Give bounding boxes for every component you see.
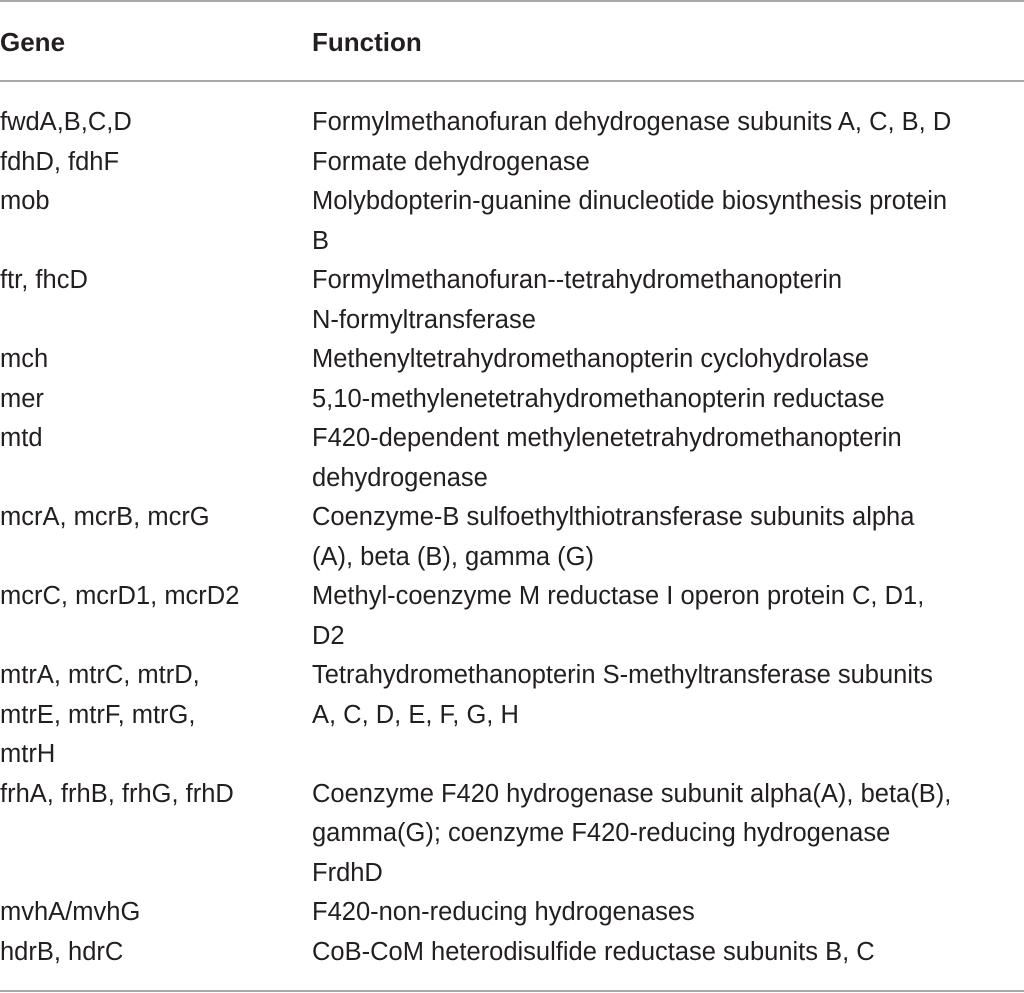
gene-cell [0, 775, 312, 894]
gene-cell-line: fdhD, fdhF [0, 147, 120, 176]
gene-cell-line: mob [0, 187, 50, 215]
function-cell-line: Formate dehydrogenase [312, 147, 590, 176]
table-row [0, 498, 1024, 577]
gene-cell [0, 656, 312, 775]
function-cell [312, 182, 1024, 261]
function-cell-line: Formylmethanofuran--tetrahydromethanopterin [312, 266, 843, 294]
table-row [0, 261, 1024, 340]
function-cell [312, 933, 1024, 973]
function-cell-line: N-formyltransferase [312, 305, 536, 334]
function-cell [312, 893, 1024, 933]
function-cell [312, 380, 1024, 420]
function-cell-line: Methyl-coenzyme M reductase I operon protein C, D1, [312, 582, 925, 610]
function-cell [312, 419, 1024, 498]
function-cell [312, 498, 1024, 577]
table-bottom-rule [0, 990, 1024, 992]
gene-cell-line: frhA, frhB, frhG, frhD [0, 779, 234, 808]
gene-cell [0, 182, 312, 261]
function-cell-line: dehydrogenase [312, 463, 488, 492]
table-row [0, 893, 1024, 933]
function-cell-line: Coenzyme F420 hydrogenase subunit alpha(A), beta(B), [312, 779, 952, 808]
function-cell-line: F420-non-reducing hydrogenases [312, 898, 695, 926]
gene-cell [0, 577, 312, 656]
function-cell [312, 656, 1024, 775]
function-cell-line: Formylmethanofuran dehydrogenase subunits A, C, B, D [312, 108, 952, 136]
function-cell-line: A, C, D, E, F, G, H [312, 700, 519, 729]
table-row [0, 380, 1024, 420]
table-row [0, 340, 1024, 380]
function-cell-line: Coenzyme-B sulfoethylthiotransferase subunits alpha [312, 503, 915, 531]
gene-cell [0, 103, 312, 143]
gene-cell-line: mtrE, mtrF, mtrG, [0, 700, 196, 729]
function-cell-line: Tetrahydromethanopterin S-methyltransferase subunits [312, 661, 933, 689]
function-cell [312, 143, 1024, 183]
function-cell [312, 577, 1024, 656]
gene-cell [0, 261, 312, 340]
function-cell-line: F420-dependent methylenetetrahydromethanopterin [312, 424, 902, 452]
table-row [0, 775, 1024, 894]
gene-cell-line: mcrA, mcrB, mcrG [0, 503, 210, 531]
gene-cell [0, 893, 312, 933]
table-top-rule [0, 0, 1024, 2]
function-cell-line: Molybdopterin-guanine dinucleotide biosynthesis protein [312, 187, 948, 215]
gene-cell [0, 419, 312, 498]
function-cell-line: gamma(G); coenzyme F420-reducing hydrogenase [312, 819, 891, 847]
function-cell [312, 775, 1024, 894]
gene-cell-line: mch [0, 345, 49, 373]
gene-cell-line: hdrB, hdrC [0, 937, 124, 966]
gene-cell-line: mtrA, mtrC, mtrD, [0, 661, 200, 689]
gene-cell [0, 340, 312, 380]
table-row [0, 182, 1024, 261]
table-body [0, 103, 1024, 972]
function-cell-line: D2 [312, 621, 345, 650]
gene-cell-line: fwdA,B,C,D [0, 108, 132, 136]
column-header-gene: Gene [0, 27, 66, 57]
function-cell [312, 340, 1024, 380]
function-cell-line: B [312, 226, 330, 255]
function-cell-line: FrdhD [312, 858, 383, 887]
gene-cell [0, 933, 312, 973]
gene-cell-line: mtd [0, 424, 43, 452]
gene-cell-line: mer [0, 384, 44, 413]
gene-cell [0, 380, 312, 420]
gene-cell-line: ftr, fhcD [0, 266, 88, 294]
gene-cell-line: mcrC, mcrD1, mcrD2 [0, 582, 240, 610]
function-cell-line: (A), beta (B), gamma (G) [312, 542, 594, 571]
function-cell-line: 5,10-methylenetetrahydromethanopterin reductase [312, 384, 885, 413]
table-row [0, 419, 1024, 498]
function-cell [312, 261, 1024, 340]
gene-cell [0, 143, 312, 183]
table-row [0, 143, 1024, 183]
column-header-function: Function [312, 27, 422, 57]
gene-cell-line: mvhA/mvhG [0, 898, 141, 926]
gene-cell [0, 498, 312, 577]
gene-cell-line: mtrH [0, 740, 56, 768]
function-cell [312, 103, 1024, 143]
table-row [0, 933, 1024, 973]
table-row [0, 103, 1024, 143]
function-cell-line: Methenyltetrahydromethanopterin cyclohydrolase [312, 345, 870, 373]
table-row [0, 656, 1024, 775]
table-row [0, 577, 1024, 656]
function-cell-line: CoB-CoM heterodisulfide reductase subunits B, C [312, 937, 875, 966]
table-header-rule [0, 80, 1024, 82]
